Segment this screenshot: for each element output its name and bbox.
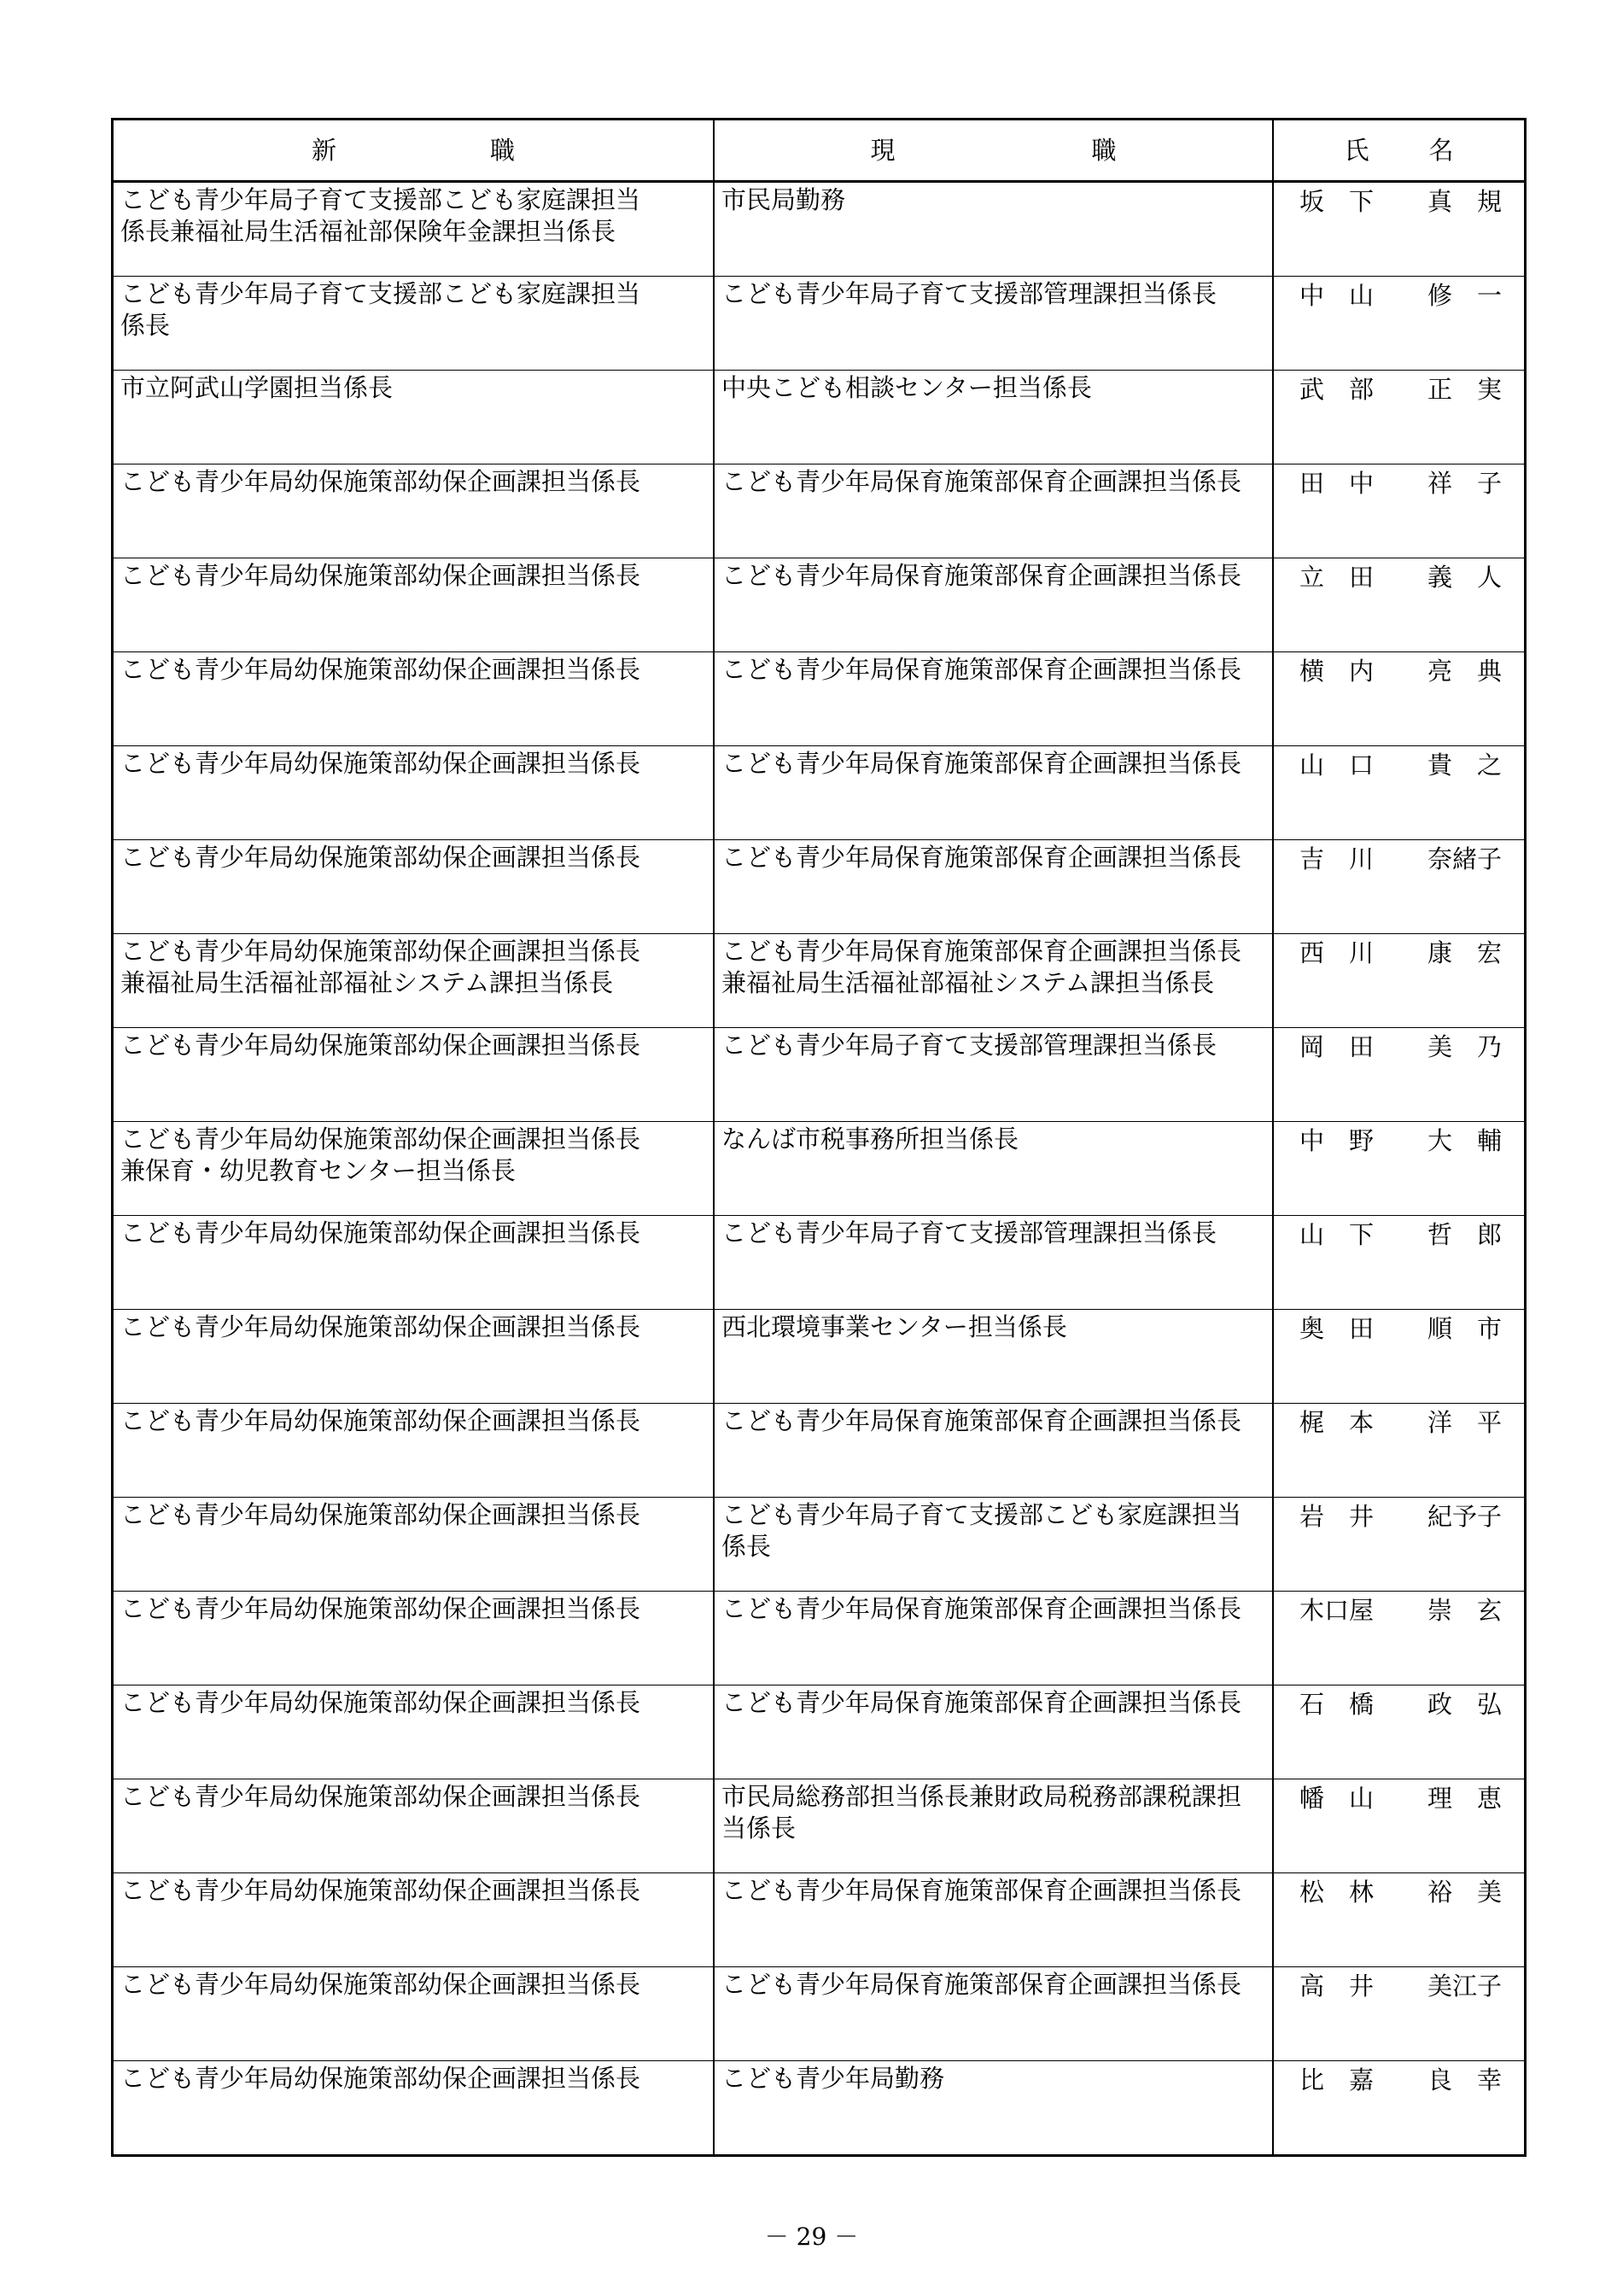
new-post-cell: こども青少年局幼保施策部幼保企画課担当係長	[114, 1779, 715, 1872]
new-post-cell: こども青少年局子育て支援部こども家庭課担当 係長	[114, 277, 715, 370]
name-cell	[1274, 1592, 1524, 1685]
current-post-cell: こども青少年局保育施策部保育企画課担当係長	[715, 1404, 1274, 1497]
name-cell	[1274, 1498, 1524, 1591]
surname: 田 中	[1299, 469, 1375, 498]
header-new-post-char1: 新	[311, 135, 336, 165]
surname: 山 下	[1299, 1220, 1375, 1249]
table-row	[114, 933, 1524, 1027]
name-cell	[1274, 464, 1524, 558]
current-post-cell: こども青少年局保育施策部保育企画課担当係長	[715, 746, 1274, 839]
current-post-cell: こども青少年局子育て支援部管理課担当係長	[715, 1028, 1274, 1121]
name-cell	[1274, 2061, 1524, 2154]
surname: 中 野	[1299, 1126, 1375, 1155]
name-cell	[1274, 840, 1524, 933]
table-row	[114, 1309, 1524, 1403]
surname: 梶 本	[1299, 1408, 1375, 1437]
given-name: 奈緒子	[1427, 844, 1502, 873]
name-cell	[1274, 746, 1524, 839]
given-name: 洋 平	[1427, 1408, 1502, 1437]
header-current-post-char1: 現	[870, 135, 896, 165]
name-cell	[1274, 934, 1524, 1027]
new-post-cell: こども青少年局幼保施策部幼保企画課担当係長	[114, 558, 715, 651]
name-cell	[1274, 1685, 1524, 1779]
page-number: － 29 －	[764, 2223, 859, 2251]
surname: 横 内	[1299, 657, 1375, 686]
name-cell	[1274, 1028, 1524, 1121]
table-row	[114, 1403, 1524, 1497]
new-post-cell: こども青少年局幼保施策部幼保企画課担当係長	[114, 1216, 715, 1309]
given-name: 政 弘	[1427, 1690, 1502, 1719]
given-name: 哲 郎	[1427, 1220, 1502, 1249]
surname: 松 林	[1299, 1878, 1375, 1907]
new-post-cell: こども青少年局幼保施策部幼保企画課担当係長	[114, 1028, 715, 1121]
new-post-cell: こども青少年局幼保施策部幼保企画課担当係長	[114, 840, 715, 933]
given-name: 順 市	[1427, 1314, 1502, 1343]
surname: 奥 田	[1299, 1314, 1375, 1343]
new-post-cell: こども青少年局幼保施策部幼保企画課担当係長	[114, 1592, 715, 1685]
given-name: 美江子	[1427, 1972, 1502, 2001]
new-post-cell: こども青少年局幼保施策部幼保企画課担当係長	[114, 1967, 715, 2060]
new-post-cell: こども青少年局幼保施策部幼保企画課担当係長	[114, 1873, 715, 1966]
surname: 石 橋	[1299, 1690, 1375, 1719]
table-row	[114, 1966, 1524, 2060]
new-post-cell: こども青少年局幼保施策部幼保企画課担当係長	[114, 464, 715, 558]
given-name: 理 恵	[1427, 1784, 1502, 1813]
name-cell	[1274, 1310, 1524, 1403]
current-post-cell: こども青少年局保育施策部保育企画課担当係長	[715, 558, 1274, 651]
name-cell	[1274, 558, 1524, 651]
surname: 立 田	[1299, 563, 1375, 592]
given-name: 紀予子	[1427, 1502, 1502, 1531]
given-name: 亮 典	[1427, 657, 1502, 686]
table-row	[114, 1215, 1524, 1309]
new-post-cell: こども青少年局幼保施策部幼保企画課担当係長	[114, 746, 715, 839]
header-new-post	[114, 120, 715, 180]
table-row	[114, 1497, 1524, 1591]
new-post-cell: こども青少年局幼保施策部幼保企画課担当係長 兼保育・幼児教育センター担当係長	[114, 1122, 715, 1215]
name-cell	[1274, 1216, 1524, 1309]
given-name: 修 一	[1427, 281, 1502, 310]
name-cell	[1274, 371, 1524, 464]
surname: 高 井	[1299, 1972, 1375, 2001]
name-cell	[1274, 1122, 1524, 1215]
given-name: 真 規	[1427, 187, 1502, 216]
table-row	[114, 182, 1524, 276]
new-post-cell: こども青少年局子育て支援部こども家庭課担当 係長兼福祉局生活福祉部保険年金課担当係長	[114, 183, 715, 276]
header-new-post-char2: 職	[490, 135, 516, 165]
current-post-cell: こども青少年局勤務	[715, 2061, 1274, 2154]
header-name	[1274, 120, 1524, 180]
current-post-cell: こども青少年局子育て支援部管理課担当係長	[715, 277, 1274, 370]
table-row	[114, 1027, 1524, 1121]
surname: 山 口	[1299, 751, 1375, 780]
given-name: 祥 子	[1427, 469, 1502, 498]
surname: 武 部	[1299, 375, 1375, 404]
given-name: 崇 玄	[1427, 1596, 1502, 1625]
name-cell	[1274, 1779, 1524, 1872]
surname: 中 山	[1299, 281, 1375, 310]
current-post-cell: 西北環境事業センター担当係長	[715, 1310, 1274, 1403]
current-post-cell: こども青少年局保育施策部保育企画課担当係長	[715, 464, 1274, 558]
given-name: 裕 美	[1427, 1878, 1502, 1907]
table-row	[114, 2060, 1524, 2154]
table-row	[114, 558, 1524, 651]
header-name-char1: 氏	[1344, 135, 1369, 165]
given-name: 大 輔	[1427, 1126, 1502, 1155]
surname: 西 川	[1299, 938, 1375, 967]
name-cell	[1274, 1873, 1524, 1966]
table-row	[114, 464, 1524, 558]
table-row	[114, 745, 1524, 839]
given-name: 良 幸	[1427, 2065, 1502, 2094]
table-body	[114, 182, 1524, 2154]
table-row	[114, 1872, 1524, 1966]
current-post-cell: こども青少年局保育施策部保育企画課担当係長	[715, 840, 1274, 933]
name-cell	[1274, 1967, 1524, 2060]
table-row	[114, 651, 1524, 745]
new-post-cell: こども青少年局幼保施策部幼保企画課担当係長	[114, 652, 715, 745]
current-post-cell: こども青少年局子育て支援部こども家庭課担当 係長	[715, 1498, 1274, 1591]
new-post-cell: こども青少年局幼保施策部幼保企画課担当係長	[114, 1685, 715, 1779]
current-post-cell: こども青少年局保育施策部保育企画課担当係長	[715, 1592, 1274, 1685]
given-name: 貴 之	[1427, 751, 1502, 780]
new-post-cell: 市立阿武山学園担当係長	[114, 371, 715, 464]
name-cell	[1274, 1404, 1524, 1497]
surname: 吉 川	[1299, 844, 1375, 873]
given-name: 康 宏	[1427, 938, 1502, 967]
current-post-cell: こども青少年局保育施策部保育企画課担当係長	[715, 1873, 1274, 1966]
table-row	[114, 276, 1524, 370]
surname: 木口屋	[1299, 1596, 1375, 1625]
new-post-cell: こども青少年局幼保施策部幼保企画課担当係長 兼福祉局生活福祉部福祉システム課担当係長	[114, 934, 715, 1027]
name-cell	[1274, 277, 1524, 370]
new-post-cell: こども青少年局幼保施策部幼保企画課担当係長	[114, 2061, 715, 2154]
name-cell	[1274, 652, 1524, 745]
table-header	[114, 120, 1524, 182]
new-post-cell: こども青少年局幼保施策部幼保企画課担当係長	[114, 1310, 715, 1403]
current-post-cell: こども青少年局保育施策部保育企画課担当係長 兼福祉局生活福祉部福祉システム課担当係長	[715, 934, 1274, 1027]
surname: 幡 山	[1299, 1784, 1375, 1813]
current-post-cell: 中央こども相談センター担当係長	[715, 371, 1274, 464]
header-current-post-char2: 職	[1091, 135, 1117, 165]
table-row	[114, 1591, 1524, 1685]
name-cell	[1274, 183, 1524, 276]
surname: 岡 田	[1299, 1032, 1375, 1061]
table-row	[114, 370, 1524, 464]
new-post-cell: こども青少年局幼保施策部幼保企画課担当係長	[114, 1498, 715, 1591]
surname: 岩 井	[1299, 1502, 1375, 1531]
table-row	[114, 1121, 1524, 1215]
given-name: 美 乃	[1427, 1032, 1502, 1061]
surname: 比 嘉	[1299, 2065, 1375, 2094]
current-post-cell: こども青少年局子育て支援部管理課担当係長	[715, 1216, 1274, 1309]
table-row	[114, 1685, 1524, 1779]
table-row	[114, 1779, 1524, 1872]
surname: 坂 下	[1299, 187, 1375, 216]
new-post-cell: こども青少年局幼保施策部幼保企画課担当係長	[114, 1404, 715, 1497]
current-post-cell: こども青少年局保育施策部保育企画課担当係長	[715, 1685, 1274, 1779]
current-post-cell: なんば市税事務所担当係長	[715, 1122, 1274, 1215]
personnel-table	[111, 118, 1527, 2157]
given-name: 義 人	[1427, 563, 1502, 592]
table-row	[114, 839, 1524, 933]
header-current-post	[715, 120, 1274, 180]
current-post-cell: こども青少年局保育施策部保育企画課担当係長	[715, 652, 1274, 745]
given-name: 正 実	[1427, 375, 1502, 404]
current-post-cell: こども青少年局保育施策部保育企画課担当係長	[715, 1967, 1274, 2060]
current-post-cell: 市民局総務部担当係長兼財政局税務部課税課担 当係長	[715, 1779, 1274, 1872]
current-post-cell: 市民局勤務	[715, 183, 1274, 276]
header-name-char2: 名	[1428, 135, 1454, 165]
